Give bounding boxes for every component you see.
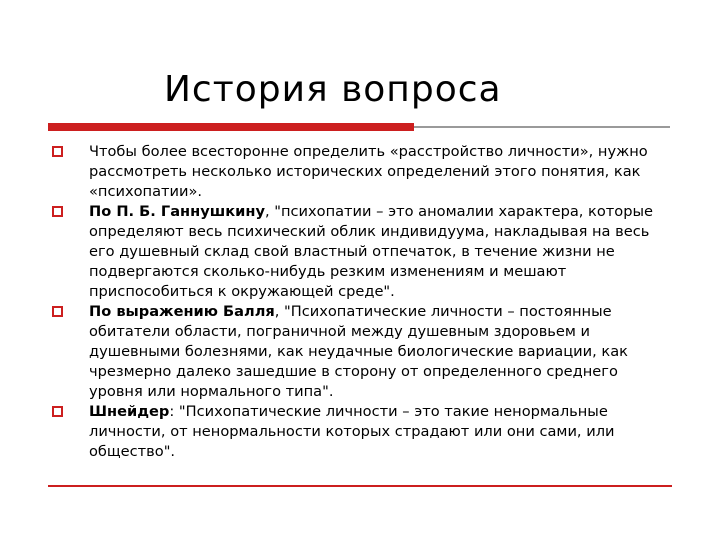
bullet-lead: Шнейдер — [89, 403, 170, 420]
bullet-item-3 — [52, 302, 670, 402]
bullet-body: Чтобы более всесторонне определить «расстройство личности», нужно рассмотреть несколько исторических определений этого понятия, как «психопатии». — [89, 143, 648, 200]
bullet-item-1 — [52, 142, 670, 202]
bullet-square-icon — [52, 406, 63, 417]
bullet-body: , "психопатии – это аномалии характера, которые определяют весь психический облик индивидуума, накладывая на весь его душевный склад свой властный отпечаток, в течение жизни не подвергаются сколько-нибудь резким изменениям и мешают приспособиться к окружающей среде". — [89, 203, 653, 300]
bullet-text — [89, 203, 653, 300]
bullet-square-icon — [52, 206, 63, 217]
bullet-text — [89, 303, 628, 400]
bullet-body: : "Психопатические личности – это такие ненормальные личности, от ненормальности которых страдают или они сами, или общество". — [89, 403, 615, 460]
bullet-square-icon — [52, 306, 63, 317]
bullet-text — [89, 143, 648, 200]
bullet-list — [52, 142, 670, 462]
bottom-rule — [48, 485, 672, 487]
bullet-square-icon — [52, 146, 63, 157]
bullet-lead: По П. Б. Ганнушкину — [89, 203, 265, 220]
title-underline-red — [48, 123, 414, 131]
slide-title: История вопроса — [164, 69, 502, 110]
bullet-item-4 — [52, 402, 670, 462]
title-underline-gray — [414, 126, 670, 128]
bullet-item-2 — [52, 202, 670, 302]
bullet-text — [89, 403, 615, 460]
bullet-body: , "Психопатические личности – постоянные обитатели области, пограничной между душевным здоровьем и душевными болезнями, как неудачные биологические вариации, как чрезмерно далеко зашедшие в сторону от определенного среднего уровня или нормального типа". — [89, 303, 628, 400]
bullet-lead: По выражению Балля — [89, 303, 275, 320]
